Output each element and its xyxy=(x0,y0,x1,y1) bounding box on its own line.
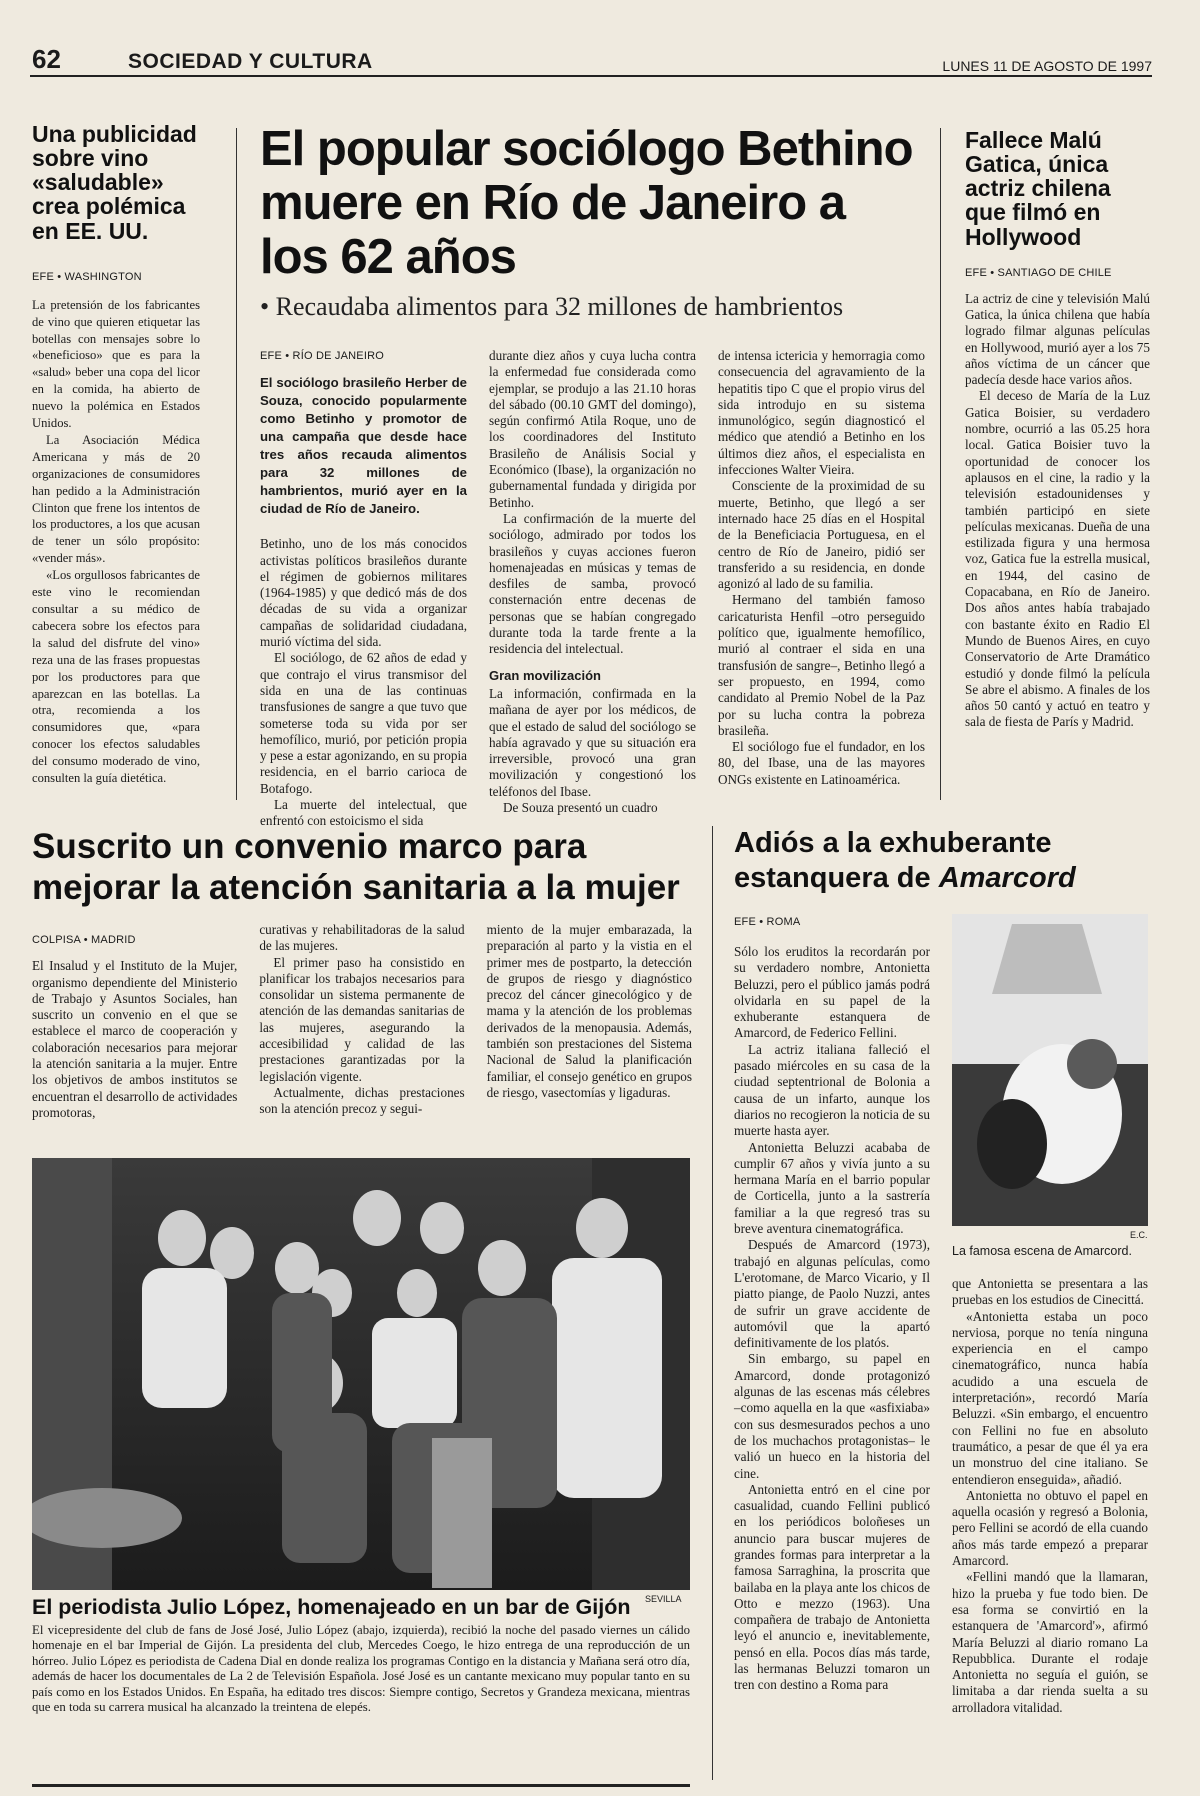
malu-headline: Fallece Malú Gatica, única actriz chilena que filmó en Hollywood xyxy=(965,127,1111,250)
bethino-col-1 xyxy=(260,348,467,830)
gijon-article xyxy=(32,1596,690,1716)
malu-paragraph: La actriz de cine y televisión Malú Gatica, la única chilena que había logrado filmar algunas películas en Hollywood, murió ayer a los 75 años víctima de un cáncer que padecía desde hace varios años. xyxy=(965,290,1150,388)
group-photo-image xyxy=(32,1158,690,1590)
wine-article xyxy=(32,122,200,787)
bethino-paragraph: Consciente de la proximidad de su muerte, Betinho, que llegó a ser internado hace 25 días en el Hospital de la Beneficiacia Portuguesa, en el centro de Río de Janeiro, pidió ser transferido a su residencia, en donde agonizó al lado de su familia. xyxy=(718,478,925,592)
page-number: 62 xyxy=(32,44,61,74)
bethino-subhead-text: Recaudaba alimentos para 32 millones de hambrientos xyxy=(275,292,844,321)
sanidad-byline: COLPISA • MADRID xyxy=(32,934,136,946)
bethino-paragraph: Betinho, uno de los más conocidos activistas políticos brasileños durante el régimen de gobiernos militares (1964-1985) y que dedicó más de dos décadas de su vida a organizar campañas de solidaridad ciudadana, murió víctima del sida. xyxy=(260,536,467,650)
column-divider xyxy=(940,128,941,800)
amarcord-paragraph: «Antonietta estaba un poco nerviosa, porque no tenía ninguna experiencia en el campo cinematográfico, nunca había acudido a una escuela de interpretación», recordó María Beluzzi. «Sin embargo, el encuentro con Fellini no fue en absoluto traumático, a pesar de que él ya era un monstruo del cine italiano. Se entendieron enseguida», añadió. xyxy=(952,1308,1148,1487)
gijon-caption: El vicepresidente del club de fans de José José, Julio López (abajo, izquierda), recibió la noche del pasado viernes un cálido homenaje en el bar Imperial de Gijón. La presidenta del club, Mercedes Coego, le hizo entrega de una reproducción de un hórreo. Julio López es periodista de Cadena Dial en donde realiza los programas Contigo en la distancia y Mañana será otro día, además de hacer los documentales de La 2 de Televisión Española. José José es un cantante mexicano muy popular tanto en su país como en los Estados Unidos. En España, ha editado tres discos: Siempre contigo, Secretos y Grandeza mexicana, mientras que en toda su carrera musical ha alcanzado la treintena de elepés. xyxy=(32,1622,690,1715)
amarcord-paragraph: «Fellini mandó que la llamaran, hizo la prueba y fue todo bien. De esa forma se convirtió en la estanquera de 'Amarcord'», afirmó María Beluzzi al diario romano La Repubblica. Durante el rodaje Antonietta no seguía el guión, se limitaba a dar rienda suelta a su arrolladora vitalidad. xyxy=(952,1569,1148,1715)
wine-paragraph: La pretensión de los fabricantes de vino que quieren etiquetar las botellas con mensajes sobre lo «beneficioso» que es para la «salud» beber una copa del licor en la comida, ha abierto de nuevo la polémica en Estados Unidos. xyxy=(32,297,200,431)
sanidad-col-2 xyxy=(259,922,464,1121)
gijon-photo-credit: SEVILLA xyxy=(645,1594,682,1604)
bethino-article xyxy=(260,122,925,830)
bethino-paragraph: El sociólogo fue el fundador, en los 80, del Ibase, una de las mayores ONGs existente en Latinoamérica. xyxy=(718,739,925,787)
bethino-col-3 xyxy=(718,348,925,830)
bottom-rule xyxy=(32,1784,690,1787)
wine-byline: EFE • WASHINGTON xyxy=(32,270,142,283)
sanidad-col-1 xyxy=(32,922,237,1121)
malu-paragraph: El deceso de María de la Luz Gatica Boisier, su verdadero nombre, ocurrió a las 05.25 hora local. Gatica Boisier tuvo la oportunidad de conocer los aplausos en el cine, la radio y la televisión estadounidenses y también participó en siete películas mexicanas. Dueña de una estilizada figura y una hermosa voz, Gatica fue la estrella musical, en 1944, del casino de Copacabana, en Río de Janeiro. Dos años antes había trabajado con bastante éxito en Radio El Mundo de Buenos Aires, en cuyo Conservatorio de Arte Dramático estudió y donde filmó la película Se abre el abismo. A finales de los años 50 cantó y actuó en teatro y sala de fiesta de París y Madrid. xyxy=(965,388,1150,730)
bethino-byline: EFE • RÍO DE JANEIRO xyxy=(260,350,384,362)
amarcord-paragraph: Sin embargo, su papel en Amarcord, donde protagonizó algunas de las escenas más célebres –como aquella en la que «asfixiaba» con sus desmesurados pechos a uno de los muchachos protagonistas– le valió un hueco en la historia del cine. xyxy=(734,1351,930,1481)
bethino-paragraph: durante diez años y cuya lucha contra la enfermedad fue considerada como ejemplar, se produjo a las 21.10 horas del sábado (00.10 GMT del domingo), según confirmó Atila Roque, uno de los coordinadores del Instituto Brasileño de Análisis Social y Económico (Ibase), la organización no gubernamental fundada y dirigida por Betinho. xyxy=(489,348,696,510)
amarcord-byline: EFE • ROMA xyxy=(734,916,801,928)
amarcord-article xyxy=(734,826,1152,896)
wine-paragraph: «Los orgullosos fabricantes de este vino le recomiendan consultar a su médico de cabecera sobre los efectos para la salud del disfrute del vino» reza una de las frases propuestas por los productores para que aparezcan en las botellas. La otra, recomienda a los consumidores que, «para conocer los efectos saludables del consumo moderado de vino, consulten la guía dietética. xyxy=(32,568,201,786)
issue-date: LUNES 11 DE AGOSTO DE 1997 xyxy=(942,58,1152,74)
bethino-paragraph: De Souza presentó un cuadro xyxy=(503,800,658,816)
amarcord-photo-caption: La famosa escena de Amarcord. xyxy=(952,1244,1132,1258)
amarcord-paragraph: Sólo los eruditos la recordarán por su verdadero nombre, Antonietta Beluzzi, pero el público jamás podrá olvidarla en su papel de la exhuberante estanquera de Amarcord, de Federico Fellini. xyxy=(734,944,930,1041)
amarcord-photo xyxy=(952,914,1148,1226)
malu-byline: EFE • SANTIAGO DE CHILE xyxy=(965,266,1112,279)
bethino-paragraph: de intensa ictericia y hemorragia como consecuencia del agravamiento de la hepatitis tipo C que el propio virus del sida introdujo en su sistema inmunológico, según diagnosticó el médico que atendió a Betinho en los últimos diez años, el especialista en infecciones Walter Vieira. xyxy=(718,348,925,478)
gijon-headline: El periodista Julio López, homenajeado en un bar de Gijón xyxy=(32,1595,631,1619)
column-divider xyxy=(712,826,713,1780)
wine-body xyxy=(32,297,200,787)
sanidad-col-3 xyxy=(487,922,692,1121)
bethino-paragraph: La información, confirmada en la mañana de ayer por los médicos, de que el estado de salud del sociólogo se había agravado y que su situación era irreversible, provocó una gran movilización y congestionó los teléfonos del Ibase. xyxy=(489,685,696,799)
amarcord-headline-title: Amarcord xyxy=(938,862,1076,894)
gijon-photo xyxy=(32,1158,690,1590)
sanidad-paragraph: miento de la mujer embarazada, la preparación al parto y la vistia en el primer mes de postparto, la detección de grupos de riesgo y diagnóstico precoz del cáncer ginecológico y de mama y la atención de los problemas derivados de la menopausia. Además, también son prestaciones del Sistema Nacional de Salud la planificación familiar, el consejo genético en grupos de riesgo, vasectomías y ligaduras. xyxy=(486,922,692,1100)
header-rule xyxy=(30,75,1152,77)
amarcord-headline-text: Adiós a la exhuberante estanquera de xyxy=(734,827,1052,894)
sanidad-article xyxy=(32,826,692,1121)
amarcord-paragraph: que Antonietta se presentara a las pruebas en los estudios de Cinecittá. xyxy=(952,1276,1148,1308)
malu-body xyxy=(965,291,1150,731)
bethino-paragraph: El sociólogo, de 62 años de edad y que contrajo el virus transmisor del sida en una de las continuas transfusiones de sangre a que tuvo que someterse toda su vida por ser hemofílico, murió, por petición propia y pese a estar agonizando, en su propia residencia, en el barrio carioca de Botafogo. xyxy=(260,650,467,796)
section-title: SOCIEDAD Y CULTURA xyxy=(128,50,373,73)
amarcord-scene-image xyxy=(952,914,1148,1226)
amarcord-paragraph: Antonietta entró en el cine por casualidad, cuando Fellini publicó en los periódicos boloñeses un anuncio para buscar mujeres de grandes formas para interpretar a la famosa Sarraghina, la proscrita que bailaba en la playa ante los chicos de Otto e mezzo (1963). Una compañera de trabajo de Antonietta leyó el anuncio e, inevitablemente, pensó en ella. Pocos días más tarde, las hermanas Beluzzi tomaron un tren con destino a Roma para xyxy=(734,1481,930,1693)
bethino-col-2 xyxy=(489,348,696,830)
sanidad-paragraph: El primer paso ha consistido en planificar los trabajos necesarios para consolidar un sistema permanente de atención de las demandas sanitarias de las mujeres, asegurando la accesibilidad y calidad de las prestaciones garantizadas por la legislación vigente. xyxy=(259,954,465,1084)
bethino-paragraph: Hermano del también famoso caricaturista Henfil –otro perseguido político que, igualmente hemofílico, murió al contraer el sida en una transfusión de sangre–, Betinho llegó a ser propuesto, en 1994, como candidato al Premio Nobel de la Paz por su lucha contra la pobreza brasileña. xyxy=(718,592,925,738)
wine-paragraph: La Asociación Médica Americana y más de 20 organizaciones de consumidores han pedido a la Administración Clinton que frene los intentos de los productores, a los que acusan de tener un sólo propósito: «vender más». xyxy=(32,432,200,566)
sanidad-paragraph: Actualmente, dichas prestaciones son la atención precoz y segui- xyxy=(259,1084,465,1117)
amarcord-paragraph: Antonietta no obtuvo el papel en aquella ocasión y regresó a Bolonia, pero Fellini se acordó de ella cuando años más tarde empezó a preparar Amarcord. xyxy=(952,1487,1148,1569)
bethino-headline: El popular sociólogo Bethino muere en Río de Janeiro a los 62 años xyxy=(260,122,913,284)
amarcord-col-1 xyxy=(734,944,930,1694)
wine-headline: Una publicidad sobre vino «saludable» crea polémica en EE. UU. xyxy=(32,121,197,244)
bethino-subtitle: Gran movilización xyxy=(489,667,601,683)
sanidad-paragraph: El Insalud y el Instituto de la Mujer, organismo dependiente del Ministerio de Trabajo y Asuntos Sociales, han suscrito un convenio en el que se establece el marco de cooperación y colaboración necesarios para mejorar la atención sanitaria a la mujer. Entre los objetivos de ambos institutos se encuentran el desarrollo de actividades promotoras, xyxy=(32,958,238,1120)
malu-article xyxy=(965,128,1150,731)
amarcord-paragraph: Después de Amarcord (1973), trabajó en algunas películas, como L'erotomane, de Marco Vicario, y Il piatto piange, de Paolo Nuzzi, antes de sufrir un grave accidente de automóvil que la apartó definitivamente de los platós. xyxy=(734,1237,930,1351)
column-divider xyxy=(236,128,237,800)
bethino-lead: El sociólogo brasileño Herber de Souza, conocido popularmente como Betinho y promotor de una campaña que desde hace tres años recauda alimentos para 32 millones de hambrientos, murió ayer en la ciudad de Río de Janeiro. xyxy=(260,375,467,517)
amarcord-col-2 xyxy=(952,1276,1148,1716)
bethino-subhead: • Recaudaba alimentos para 32 millones de hambrientos xyxy=(260,292,844,321)
amarcord-headline xyxy=(734,826,1152,896)
bethino-paragraph: La muerte del intelectual, que enfrentó con estoicismo el sida xyxy=(260,797,467,829)
amarcord-photo-credit: E.C. xyxy=(1130,1230,1148,1240)
amarcord-paragraph: Antonietta Beluzzi acababa de cumplir 67 años y vivía junto a su hermana María en el barrio popular de Corticella, junto a la sastrería familiar a la que regresó tras su breve aventura cinematográfica. xyxy=(734,1139,930,1237)
amarcord-paragraph: La actriz italiana falleció el pasado miércoles en su casa de la ciudad septentrional de Bolonia a causa de un infarto, aunque los diarios no recogieron la noticia de su muerte hasta ayer. xyxy=(734,1041,930,1139)
sanidad-paragraph: curativas y rehabilitadoras de la salud de las mujeres. xyxy=(259,922,465,954)
bethino-paragraph: La confirmación de la muerte del sociólogo, admirado por todos los brasileños y cuyas acciones fueron homenajeadas en músicas y temas de desfiles de samba, provocó consternación entre decenas de personas que se habían congregado durante toda la tarde frente a la residencia del intelectual. xyxy=(489,510,696,657)
sanidad-headline: Suscrito un convenio marco para mejorar la atención sanitaria a la mujer xyxy=(32,827,680,907)
